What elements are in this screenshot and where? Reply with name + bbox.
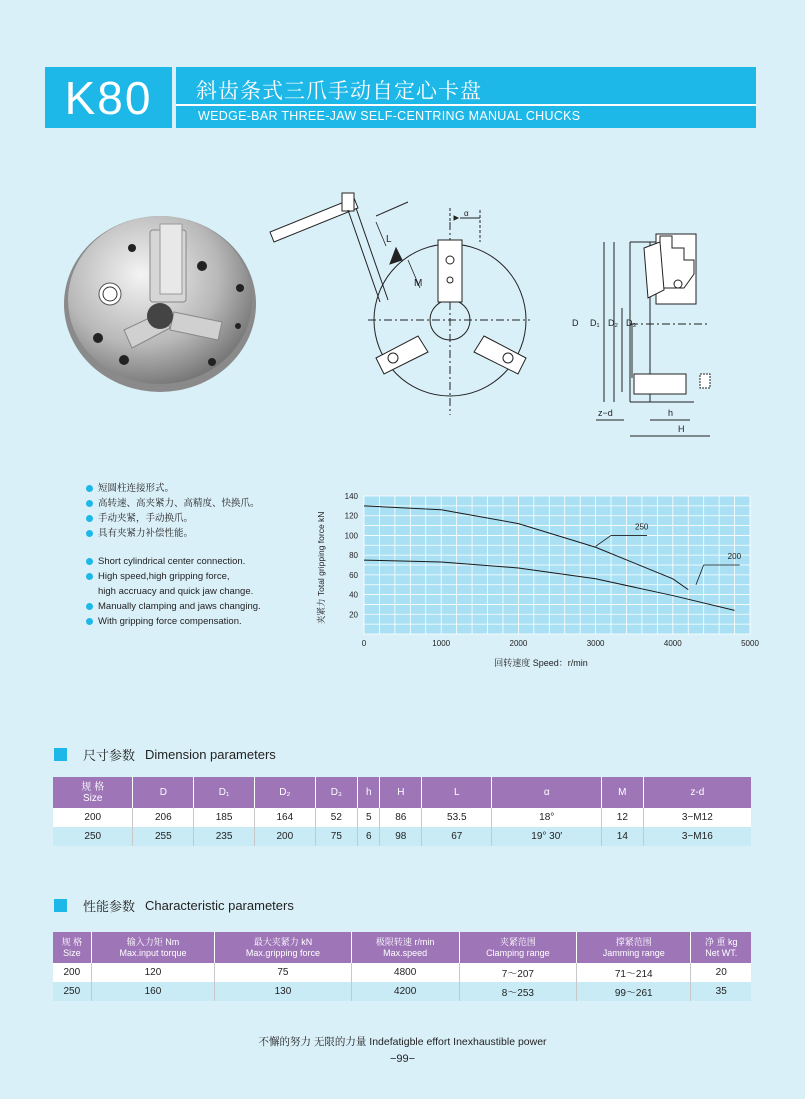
characteristic-cell: 200 [53,963,91,982]
dimension-cell: 75 [315,827,357,846]
dimension-cell: 52 [315,808,357,827]
dimension-table [53,777,751,846]
dimension-cell: 206 [133,808,194,827]
dimension-cell: 250 [53,827,133,846]
table-row [53,827,751,846]
x-tick-label: 1000 [432,639,451,648]
dimension-header-6: H [380,777,422,808]
dimension-header-7: L [422,777,492,808]
characteristic-cell: 8～253 [459,982,576,1001]
dimension-title-cn: 尺寸参数 [83,748,136,763]
characteristic-cell: 35 [691,982,751,1001]
y-tick-label: 20 [349,610,358,620]
characteristic-title-cn: 性能参数 [83,899,136,914]
footer-slogan: 不懈的努力 无限的力量 Indefatigble effort Inexhaustible power [258,1036,547,1048]
feature-cn-4: 具有夹紧力补偿性能。 [86,526,316,541]
y-tick-label: 140 [344,492,358,501]
feature-en-2: High speed,high gripping force, [86,569,316,584]
series-label-250: 250 [635,522,649,532]
characteristic-header-row [53,932,751,963]
side-view-drawing [560,228,720,446]
y-tick-label: 80 [349,551,358,561]
feature-en-3: Manually clamping and jaws changing. [86,599,316,614]
d3-label: D₃ [626,318,637,328]
dimension-cell: 185 [194,808,255,827]
dimension-section-title [54,745,276,764]
dimension-cell: 164 [254,808,315,827]
feature-en-1: Short cylindrical center connection. [86,554,316,569]
x-tick-label: 2000 [509,639,528,648]
characteristic-cell: 75 [215,963,351,982]
x-tick-label: 3000 [586,639,605,648]
characteristic-cell: 160 [91,982,215,1001]
characteristic-header-2: 最大夹紧力 kN Max.gripping force [215,932,351,963]
characteristic-cell: 71～214 [576,963,691,982]
characteristic-table [53,932,751,1001]
front-view-drawing [268,160,540,430]
feature-cn-2: 高转速、高夹紧力、高精度、快换爪。 [86,496,316,511]
y-tick-label: 40 [349,590,358,600]
dimension-title-en: Dimension parameters [145,747,276,762]
dimension-cell: 67 [422,827,492,846]
dimension-header-3: D₂ [254,777,315,808]
y-tick-label: 100 [344,531,358,541]
hh-label: H [678,424,685,434]
dimension-header-10: z-d [643,777,751,808]
characteristic-cell: 130 [215,982,351,1001]
characteristic-header-4: 夹紧范围 Clamping range [459,932,576,963]
characteristic-header-3: 极限转速 r/min Max.speed [351,932,459,963]
dimension-header-row [53,777,751,808]
dimension-cell: 200 [53,808,133,827]
dimension-cell: 86 [380,808,422,827]
characteristic-title-en: Characteristic parameters [145,898,294,913]
dimension-cell: 14 [602,827,644,846]
dimension-cell: 3−M12 [643,808,751,827]
dimension-cell: 12 [602,808,644,827]
feature-cn-3: 手动夹紧，手动换爪。 [86,511,316,526]
characteristic-cell: 4800 [351,963,459,982]
x-tick-label: 4000 [663,639,682,648]
dimension-header-9: M [602,777,644,808]
section-marker [54,899,67,912]
dimension-header-0: 规 格 Size [53,777,133,808]
dimension-cell: 53.5 [422,808,492,827]
table-row [53,963,751,982]
characteristic-header-0: 规 格 Size [53,932,91,963]
gripping-force-chart [308,490,768,680]
d2-label: D₂ [608,318,618,328]
y-axis-label: 夹紧力 Total gripping force kN [316,511,326,624]
title-bar [176,67,756,128]
section-marker [54,748,67,761]
title-chinese: 斜齿条式三爪手动自定心卡盘 [196,80,482,103]
characteristic-cell: 120 [91,963,215,982]
chuck-photo [62,212,258,408]
characteristic-cell: 7～207 [459,963,576,982]
alpha-label: α [464,209,469,218]
l-label: L [386,234,392,245]
dimension-cell: 255 [133,827,194,846]
d1-label: D₁ [590,318,600,328]
feature-en-4: With gripping force compensation. [86,614,316,629]
characteristic-section-title [54,896,294,915]
zd-label: z−d [598,408,613,418]
x-tick-label: 0 [361,639,367,648]
dimension-cell: 6 [357,827,380,846]
title-divider [176,104,756,106]
table-row [53,982,751,1001]
m-label: M [414,278,423,289]
dimension-header-5: h [357,777,380,808]
x-tick-label: 5000 [741,639,759,648]
dimension-header-8: α [492,777,602,808]
dimension-cell: 3−M16 [643,827,751,846]
series-label-200: 200 [727,552,742,561]
dimension-cell: 18° [492,808,602,827]
dimension-cell: 98 [380,827,422,846]
dimension-cell: 200 [254,827,315,846]
dimension-header-2: D₁ [194,777,255,808]
feature-cn-1: 短圆柱连接形式。 [86,481,316,496]
feature-en-2-cont: high accruacy and quick jaw change. [98,586,254,597]
characteristic-header-6: 净 重 kg Net WT. [691,932,751,963]
dimension-cell: 19° 30′ [492,827,602,846]
dimension-header-4: D₃ [315,777,357,808]
d-label: D [572,318,579,328]
y-tick-label: 120 [344,511,358,521]
y-tick-label: 60 [349,570,358,580]
characteristic-header-1: 输入力矩 Nm Max.input torque [91,932,215,963]
table-row [53,808,751,827]
characteristic-cell: 4200 [351,982,459,1001]
page-number: −99− [389,1053,416,1065]
features-list [86,481,316,629]
feature-gap [86,541,316,554]
x-axis-label: 回转速度 Speed：r/min [494,658,588,668]
characteristic-cell: 20 [691,963,751,982]
characteristic-cell: 99～261 [576,982,691,1001]
characteristic-cell: 250 [53,982,91,1001]
characteristic-header-5: 撑紧范围 Jamming range [576,932,691,963]
title-english: WEDGE-BAR THREE-JAW SELF-CENTRING MANUAL CHUCKS [198,109,581,123]
dimension-cell: 235 [194,827,255,846]
h-label: h [668,408,674,418]
dimension-cell: 5 [357,808,380,827]
model-code: K80 [45,67,172,128]
dimension-header-1: D [133,777,194,808]
